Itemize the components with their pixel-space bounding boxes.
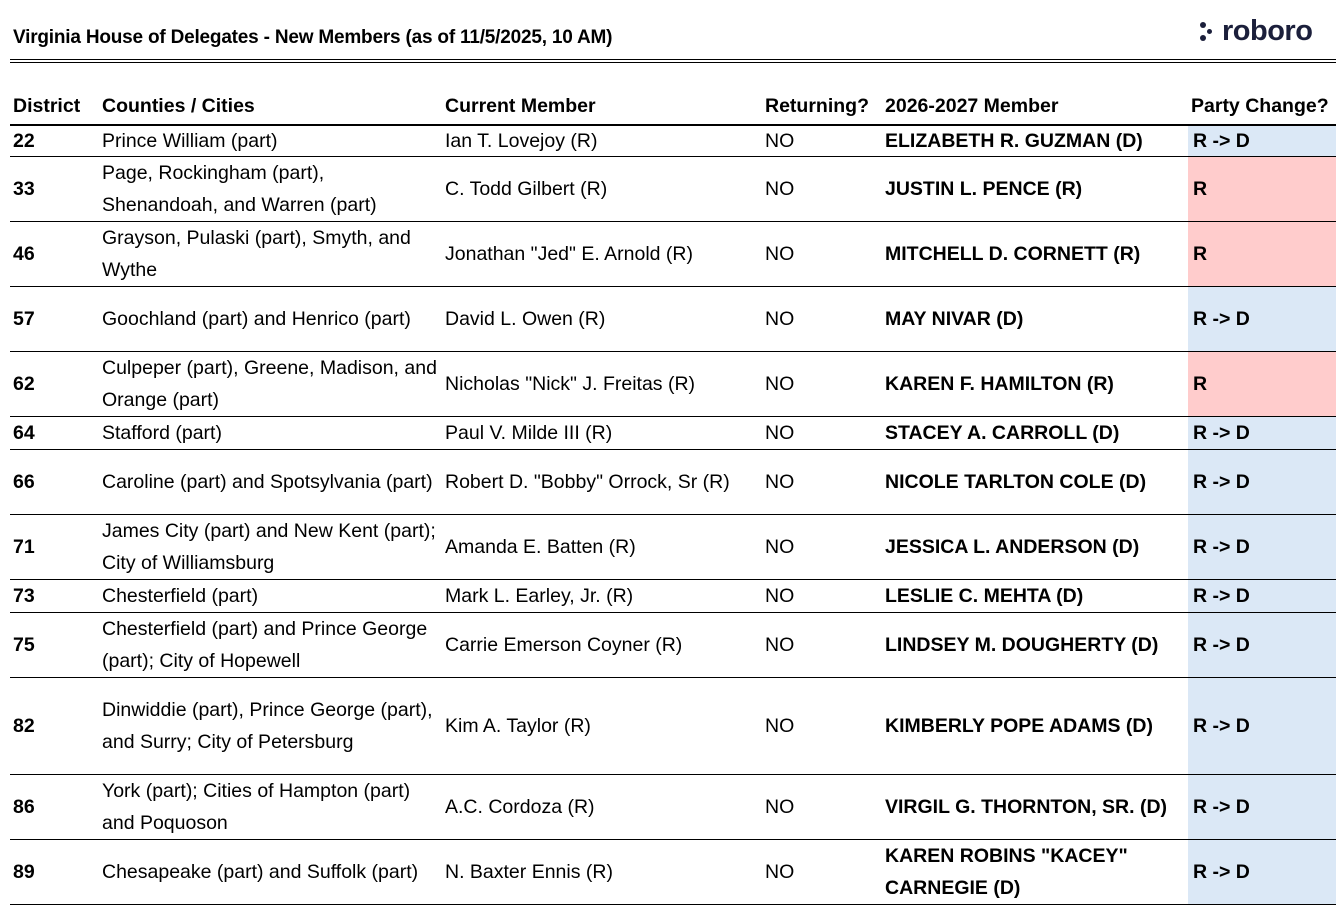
returning-cell: NO [765, 243, 795, 265]
current-member-cell: N. Baxter Ennis (R) [445, 861, 613, 883]
counties-cell: Prince William (part) [102, 130, 278, 152]
returning-cell: NO [765, 715, 795, 737]
counties-cell: Dinwiddie (part), Prince George (part), and Surry; City of Petersburg [102, 699, 433, 753]
party-change-cell: R -> D [1188, 126, 1336, 156]
column-header-counties: Counties / Cities [102, 95, 255, 117]
table-row [10, 352, 1336, 417]
current-member-cell: Robert D. "Bobby" Orrock, Sr (R) [445, 471, 730, 493]
returning-cell: NO [765, 796, 795, 818]
counties-cell: Grayson, Pulaski (part), Smyth, and Wythe [102, 227, 411, 281]
district-cell: 62 [13, 373, 35, 395]
new-member-cell: ELIZABETH R. GUZMAN (D) [885, 130, 1143, 152]
current-member-cell: Carrie Emerson Coyner (R) [445, 634, 683, 656]
returning-cell: NO [765, 422, 795, 444]
column-header-current-member: Current Member [445, 95, 596, 117]
table-row [10, 580, 1336, 613]
divider [10, 62, 1336, 63]
current-member-cell: C. Todd Gilbert (R) [445, 178, 608, 200]
returning-cell: NO [765, 308, 795, 330]
brand-logo [1198, 14, 1338, 48]
party-change-cell: R -> D [1188, 775, 1336, 839]
table-row [10, 157, 1336, 222]
page-title: Virginia House of Delegates - New Members (as of 11/5/2025, 10 AM) [13, 27, 613, 48]
returning-cell: NO [765, 471, 795, 493]
new-member-cell: KAREN ROBINS "KACEY" CARNEGIE (D) [885, 845, 1128, 899]
new-member-cell: LINDSEY M. DOUGHERTY (D) [885, 634, 1159, 656]
new-member-cell: VIRGIL G. THORNTON, SR. (D) [885, 796, 1168, 818]
party-change-cell: R -> D [1188, 515, 1336, 579]
district-cell: 22 [13, 130, 35, 152]
district-cell: 57 [13, 308, 35, 330]
party-change-cell: R -> D [1188, 678, 1336, 774]
district-cell: 82 [13, 715, 35, 737]
new-member-cell: JESSICA L. ANDERSON (D) [885, 536, 1140, 558]
table-row [10, 840, 1336, 905]
new-member-cell: NICOLE TARLTON COLE (D) [885, 471, 1147, 493]
new-member-cell: MITCHELL D. CORNETT (R) [885, 243, 1141, 265]
district-cell: 73 [13, 585, 35, 607]
column-header-party-change: Party Change? [1191, 95, 1329, 117]
district-cell: 33 [13, 178, 35, 200]
column-header-returning: Returning? [765, 95, 869, 117]
counties-cell: Stafford (part) [102, 422, 222, 444]
new-member-cell: MAY NIVAR (D) [885, 308, 1024, 330]
returning-cell: NO [765, 634, 795, 656]
returning-cell: NO [765, 178, 795, 200]
new-member-cell: KIMBERLY POPE ADAMS (D) [885, 715, 1153, 737]
divider [10, 59, 1336, 60]
returning-cell: NO [765, 585, 795, 607]
members-table [10, 92, 1336, 905]
current-member-cell: Amanda E. Batten (R) [445, 536, 636, 558]
current-member-cell: Jonathan "Jed" E. Arnold (R) [445, 243, 693, 265]
new-member-cell: KAREN F. HAMILTON (R) [885, 373, 1114, 395]
counties-cell: Caroline (part) and Spotsylvania (part) [102, 471, 433, 493]
table-row [10, 417, 1336, 450]
logo-text: roboro [1222, 14, 1313, 47]
table-row [10, 613, 1336, 678]
party-change-cell: R -> D [1188, 613, 1336, 677]
counties-cell: Culpeper (part), Greene, Madison, and Orange (part) [102, 357, 437, 411]
party-change-cell: R [1188, 222, 1336, 286]
returning-cell: NO [765, 861, 795, 883]
table-row [10, 450, 1336, 515]
counties-cell: Chesterfield (part) [102, 585, 259, 607]
current-member-cell: Paul V. Milde III (R) [445, 422, 613, 444]
party-change-cell: R -> D [1188, 450, 1336, 514]
party-change-cell: R [1188, 352, 1336, 416]
counties-cell: Goochland (part) and Henrico (part) [102, 308, 411, 330]
district-cell: 75 [13, 634, 35, 656]
current-member-cell: Mark L. Earley, Jr. (R) [445, 585, 634, 607]
table-row [10, 126, 1336, 157]
counties-cell: Chesterfield (part) and Prince George (part); City of Hopewell [102, 618, 428, 672]
party-change-cell: R -> D [1188, 580, 1336, 612]
current-member-cell: Kim A. Taylor (R) [445, 715, 591, 737]
current-member-cell: Ian T. Lovejoy (R) [445, 130, 598, 152]
table-row [10, 222, 1336, 287]
returning-cell: NO [765, 130, 795, 152]
current-member-cell: Nicholas "Nick" J. Freitas (R) [445, 373, 696, 395]
current-member-cell: David L. Owen (R) [445, 308, 606, 330]
party-change-cell: R -> D [1188, 840, 1336, 904]
district-cell: 66 [13, 471, 35, 493]
counties-cell: Chesapeake (part) and Suffolk (part) [102, 861, 419, 883]
table-row [10, 515, 1336, 580]
district-cell: 71 [13, 536, 35, 558]
roboro-dots-logo-icon [1198, 20, 1214, 42]
counties-cell: James City (part) and New Kent (part); City of Williamsburg [102, 520, 436, 574]
new-member-cell: STACEY A. CARROLL (D) [885, 422, 1120, 444]
party-change-cell: R -> D [1188, 417, 1336, 449]
current-member-cell: A.C. Cordoza (R) [445, 796, 595, 818]
district-cell: 64 [13, 422, 35, 444]
district-cell: 46 [13, 243, 35, 265]
district-cell: 86 [13, 796, 35, 818]
returning-cell: NO [765, 373, 795, 395]
party-change-cell: R [1188, 157, 1336, 221]
counties-cell: Page, Rockingham (part), Shenandoah, and Warren (part) [102, 162, 377, 216]
returning-cell: NO [765, 536, 795, 558]
table-row [10, 775, 1336, 840]
column-header-new-member: 2026-2027 Member [885, 95, 1059, 117]
new-member-cell: LESLIE C. MEHTA (D) [885, 585, 1084, 607]
counties-cell: York (part); Cities of Hampton (part) and Poquoson [102, 780, 411, 834]
column-header-district: District [13, 95, 81, 117]
table-header-row [10, 92, 1336, 126]
new-member-cell: JUSTIN L. PENCE (R) [885, 178, 1083, 200]
district-cell: 89 [13, 861, 35, 883]
table-row [10, 678, 1336, 775]
party-change-cell: R -> D [1188, 287, 1336, 351]
table-row [10, 287, 1336, 352]
